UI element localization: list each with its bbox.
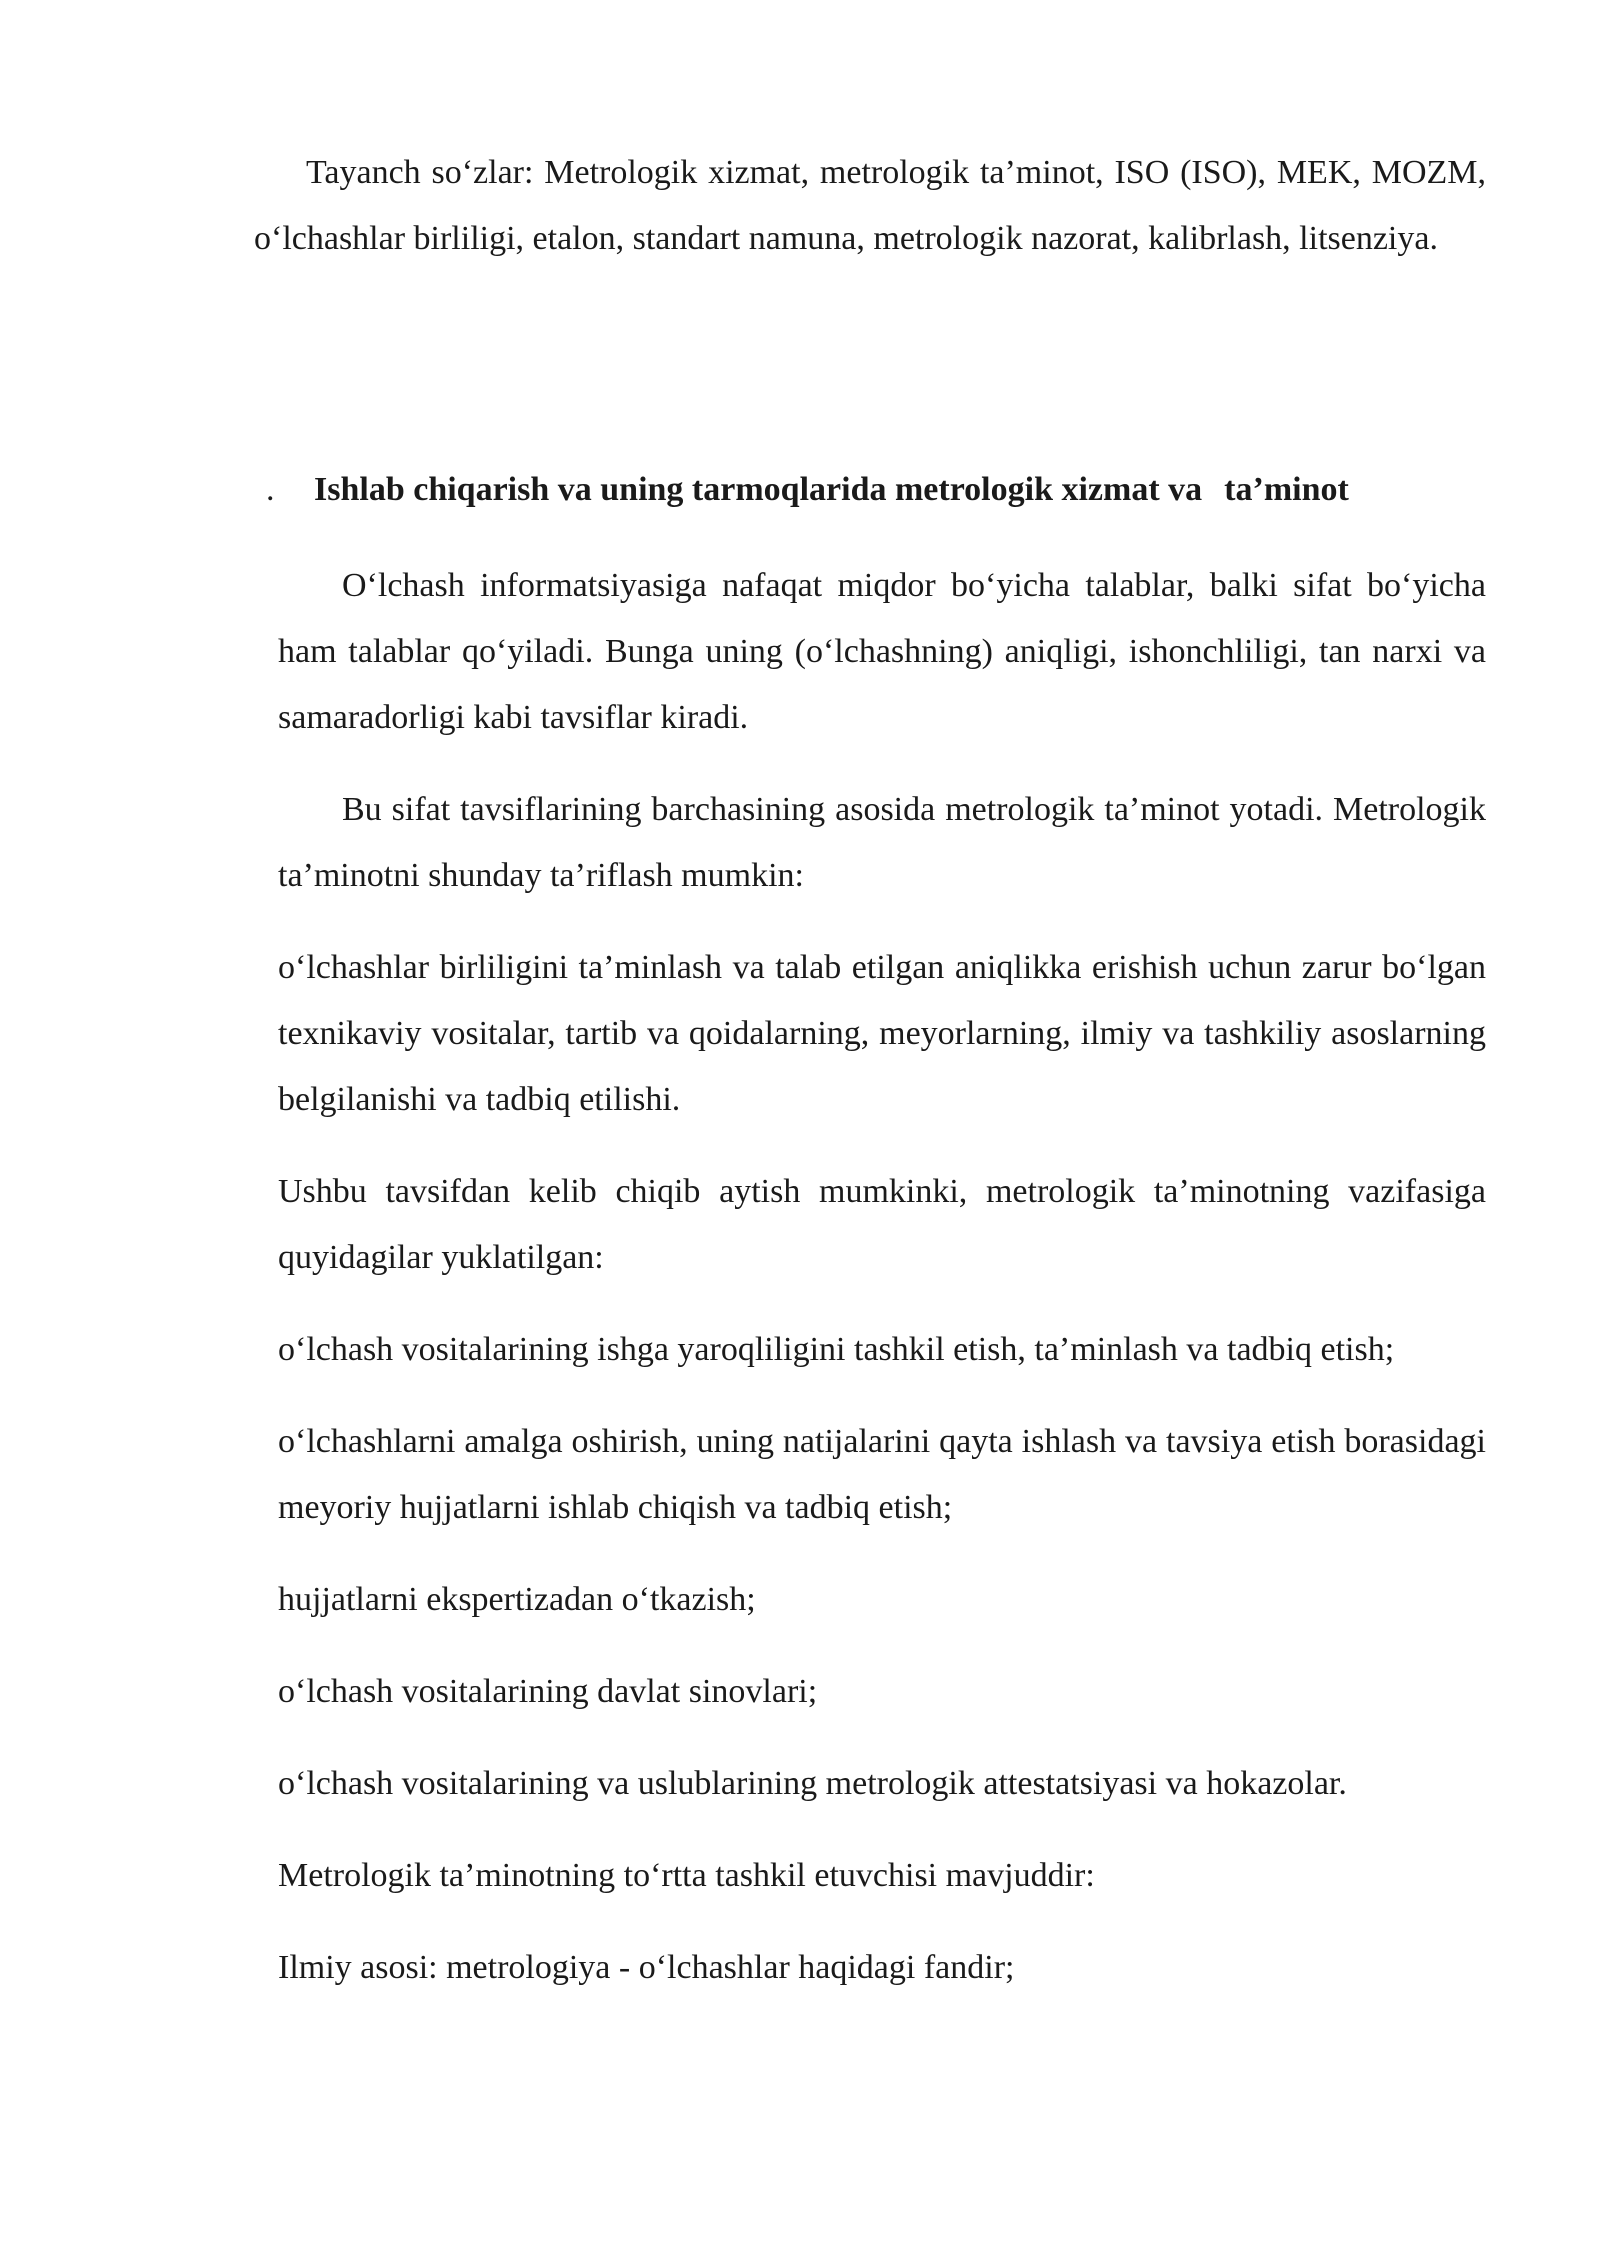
list-item: o‘lchash vositalarining va uslublarining metrologik attestatsiyasi va hokazolar. [278,1765,1347,1802]
paragraph: Metrologik ta’minotning to‘rtta tashkil etuvchisi mavjuddir: [278,1857,1095,1894]
list-item: o‘lchashlarni amalga oshirish, uning natijalarini qayta ishlash va tavsiya etish borasidagi meyoriy hujjatlarni ishlab chiqish va tadbiq etish; [278,1423,1486,1526]
heading-title-main: Ishlab chiqarish va uning tarmoqlarida metrologik xizmat va [314,471,1203,508]
paragraph: Bu sifat tavsiflarining barchasining asosida metrologik ta’minot yotadi. Metrologik ta’minotni shunday ta’riflash mumkin: [278,791,1486,894]
heading-title-tail: ta’minot [1224,471,1349,508]
paragraph: o‘lchashlar birliligini ta’minlash va talab etilgan aniqlikka erishish uchun zarur bo‘lgan texnikaviy vositalar, tartib va qoidalarning, meyorlarning, ilmiy va tashkiliy asoslarning belgilanishi va tadbiq etilishi. [278,949,1486,1118]
paragraph: Ilmiy asosi: metrologiya - o‘lchashlar haqidagi fandir; [278,1949,1015,1986]
heading-marker: . [266,471,275,508]
section-heading [262,460,1502,520]
paragraph: O‘lchash informatsiyasiga nafaqat miqdor bo‘yicha talablar, balki sifat bo‘yicha ham talablar qo‘yiladi. Bunga uning (o‘lchashning) aniqligi, ishonchliligi, tan narxi va samaradorligi kabi tavsiflar kiradi. [278,567,1486,736]
list-item: o‘lchash vositalarining davlat sinovlari; [278,1673,818,1710]
keywords-paragraph: Tayanch so‘zlar: Metrologik xizmat, metrologik ta’minot, ISO (ISO), MEK, MOZM, o‘lchashlar birliligi, etalon, standart namuna, metrologik nazorat, kalibrlash, litsenziya. [254,154,1486,257]
list-item: hujjatlarni ekspertizadan o‘tkazish; [278,1581,756,1618]
paragraph: Ushbu tavsifdan kelib chiqib aytish mumkinki, metrologik ta’minotning vazifasiga quyidagilar yuklatilgan: [278,1173,1486,1276]
body-text [278,553,1486,2027]
list-item: o‘lchash vositalarining ishga yaroqliligini tashkil etish, ta’minlash va tadbiq etish; [278,1331,1395,1368]
